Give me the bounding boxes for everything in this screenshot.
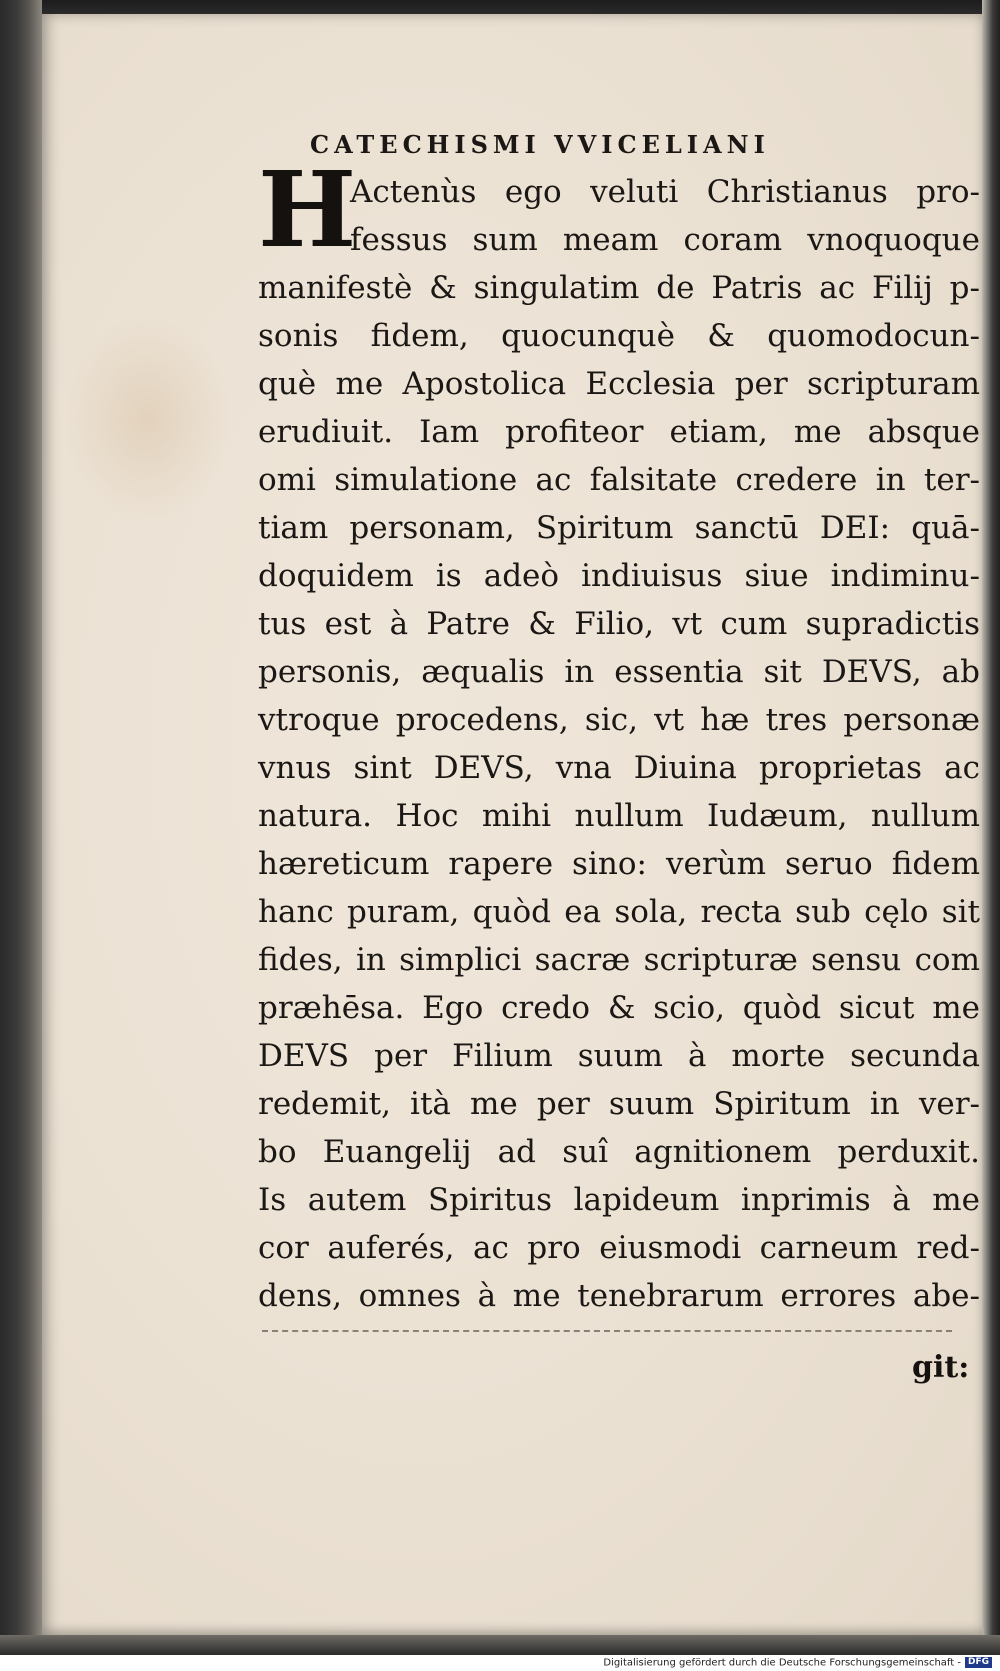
running-head: CATECHISMI VVICELIANI xyxy=(310,130,770,159)
credit-text: Digitalisierung gefördert durch die Deutsche Forschungsgemeinschaft - xyxy=(603,1657,961,1669)
text-line: vtroque procedens, sic, vt hæ tres personæ xyxy=(258,702,980,738)
paper-stain xyxy=(62,314,232,524)
body-text xyxy=(258,168,980,1320)
text-line: cor auferés, ac pro eiusmodi carneum red- xyxy=(258,1230,980,1266)
dfg-logo: DFG xyxy=(965,1657,992,1668)
text-line: bo Euangelij ad suî agnitionem perduxit. xyxy=(258,1134,980,1170)
digitization-credit xyxy=(603,1657,992,1670)
text-line: doquidem is adeò indiuisus siue indiminu- xyxy=(258,558,980,594)
scan-frame-right xyxy=(982,0,1000,1655)
text-line: fessus sum meam coram vnoquoque xyxy=(350,222,980,258)
text-line: redemit, ità me per suum Spiritum in ver- xyxy=(258,1086,980,1122)
text-line: vnus sint DEVS, vna Diuina proprietas ac xyxy=(258,750,980,786)
text-line: erudiuit. Iam profiteor etiam, me absque xyxy=(258,414,980,450)
book-binding-edge xyxy=(0,0,42,1655)
text-line: omi simulatione ac falsitate credere in ter- xyxy=(258,462,980,498)
text-line: hæreticum rapere sino: verùm seruo fidem xyxy=(258,846,980,882)
text-line: manifestè & singulatim de Patris ac Filij p- xyxy=(258,270,980,306)
text-line: personis, æqualis in essentia sit DEVS, ab xyxy=(258,654,980,690)
catchword: git: xyxy=(912,1350,970,1385)
text-line: Actenùs ego veluti Christianus pro- xyxy=(350,174,980,210)
text-line: dens, omnes à me tenebrarum errores abe- xyxy=(258,1278,980,1314)
text-line: tus est à Patre & Filio, vt cum supradictis xyxy=(258,606,980,642)
text-line: fides, in simplici sacræ scripturæ sensu com xyxy=(258,942,980,978)
scan-frame-top xyxy=(0,0,1000,14)
text-line: què me Apostolica Ecclesia per scripturam xyxy=(258,366,980,402)
text-line: tiam personam, Spiritum sanctū DEI: quā- xyxy=(258,510,980,546)
text-line: DEVS per Filium suum à morte secunda xyxy=(258,1038,980,1074)
drop-cap-initial: H xyxy=(258,148,357,271)
text-line: sonis fidem, quocunquè & quomodocun- xyxy=(258,318,980,354)
scan-frame-bottom xyxy=(0,1635,1000,1655)
text-end-rule xyxy=(262,1330,952,1332)
text-line: præhēsa. Ego credo & scio, quòd sicut me xyxy=(258,990,980,1026)
text-line: natura. Hoc mihi nullum Iudæum, nullum xyxy=(258,798,980,834)
text-line: Is autem Spiritus lapideum inprimis à me xyxy=(258,1182,980,1218)
text-line: hanc puram, quòd ea sola, recta sub cęlo sit xyxy=(258,894,980,930)
